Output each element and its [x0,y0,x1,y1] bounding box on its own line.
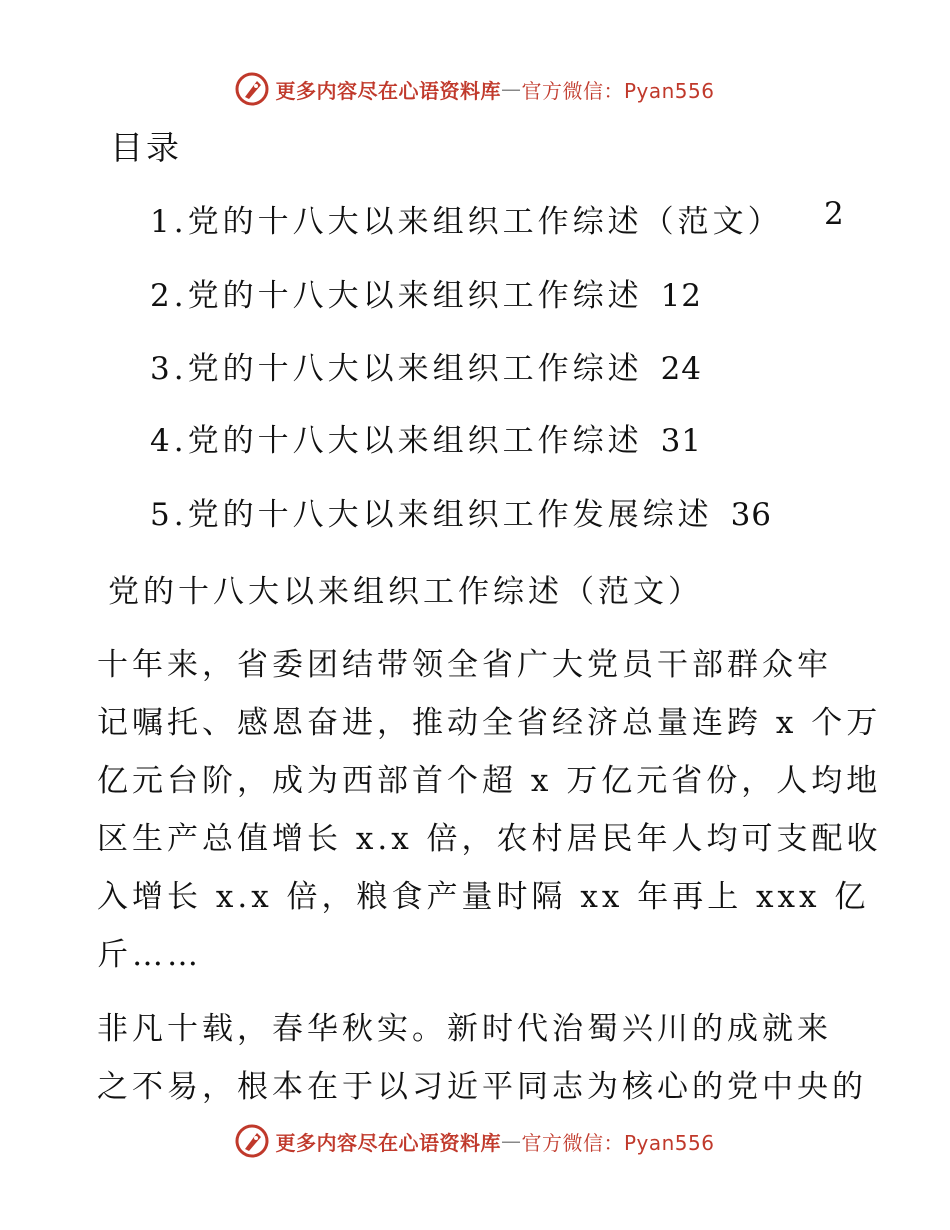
watermark-dash: — [500,1129,522,1153]
pen-nib-logo-icon [235,72,269,106]
paragraph-line: 区生产总值增长 x.x 倍，农村居民年人均可支配收 [97,821,882,857]
watermark-brand: 更多内容尽在心语资料库 [275,1130,501,1155]
toc-item-5[interactable] [150,489,772,539]
body-paragraph-1 [97,636,882,984]
toc-item-label: 3.党的十八大以来组织工作综述 [150,351,643,387]
paragraph-line: 十年来，省委团结带领全省广大党员干部群众牢 [97,647,832,683]
toc-item-page: 2 [824,196,845,232]
watermark-footer [0,1124,950,1158]
paragraph-line: 亿元台阶，成为西部首个超 x 万亿元省份，人均地 [97,763,882,799]
toc-item-page: 24 [660,351,703,387]
watermark-header [0,72,950,106]
paragraph-line: 非凡十载，春华秋实。新时代治蜀兴川的成就来 [97,1011,832,1047]
watermark-brand: 更多内容尽在心语资料库 [275,78,501,103]
paragraph-line: 入增长 x.x 倍，粮食产量时隔 xx 年再上 xxx 亿 [97,879,870,915]
toc-item-1[interactable] [150,196,845,246]
toc-item-label: 1.党的十八大以来组织工作综述（范文） [150,204,783,240]
toc-item-page: 31 [660,423,703,459]
pen-nib-logo-icon [235,1124,269,1158]
toc-item-2[interactable] [150,270,702,320]
paragraph-line: 之不易，根本在于以习近平同志为核心的党中央的 [97,1069,867,1105]
toc-item-page: 36 [730,497,773,533]
toc-item-label: 4.党的十八大以来组织工作综述 [150,423,643,459]
toc-title: 目录 [110,128,182,167]
paragraph-line: 斤…… [97,937,202,973]
toc-item-page: 12 [660,278,703,314]
body-paragraph-2 [97,1000,867,1116]
watermark-dash: — [500,77,522,101]
toc-item-4[interactable] [150,415,702,465]
toc-item-label: 2.党的十八大以来组织工作综述 [150,278,643,314]
watermark-wechat: 官方微信：Pyan556 [521,78,715,103]
toc-item-3[interactable] [150,343,702,393]
paragraph-line: 记嘱托、感恩奋进，推动全省经济总量连跨 x 个万 [97,705,882,741]
section-heading: 党的十八大以来组织工作综述（范文） [108,574,703,610]
toc-item-label: 5.党的十八大以来组织工作发展综述 [150,497,713,533]
watermark-wechat: 官方微信：Pyan556 [521,1130,715,1155]
